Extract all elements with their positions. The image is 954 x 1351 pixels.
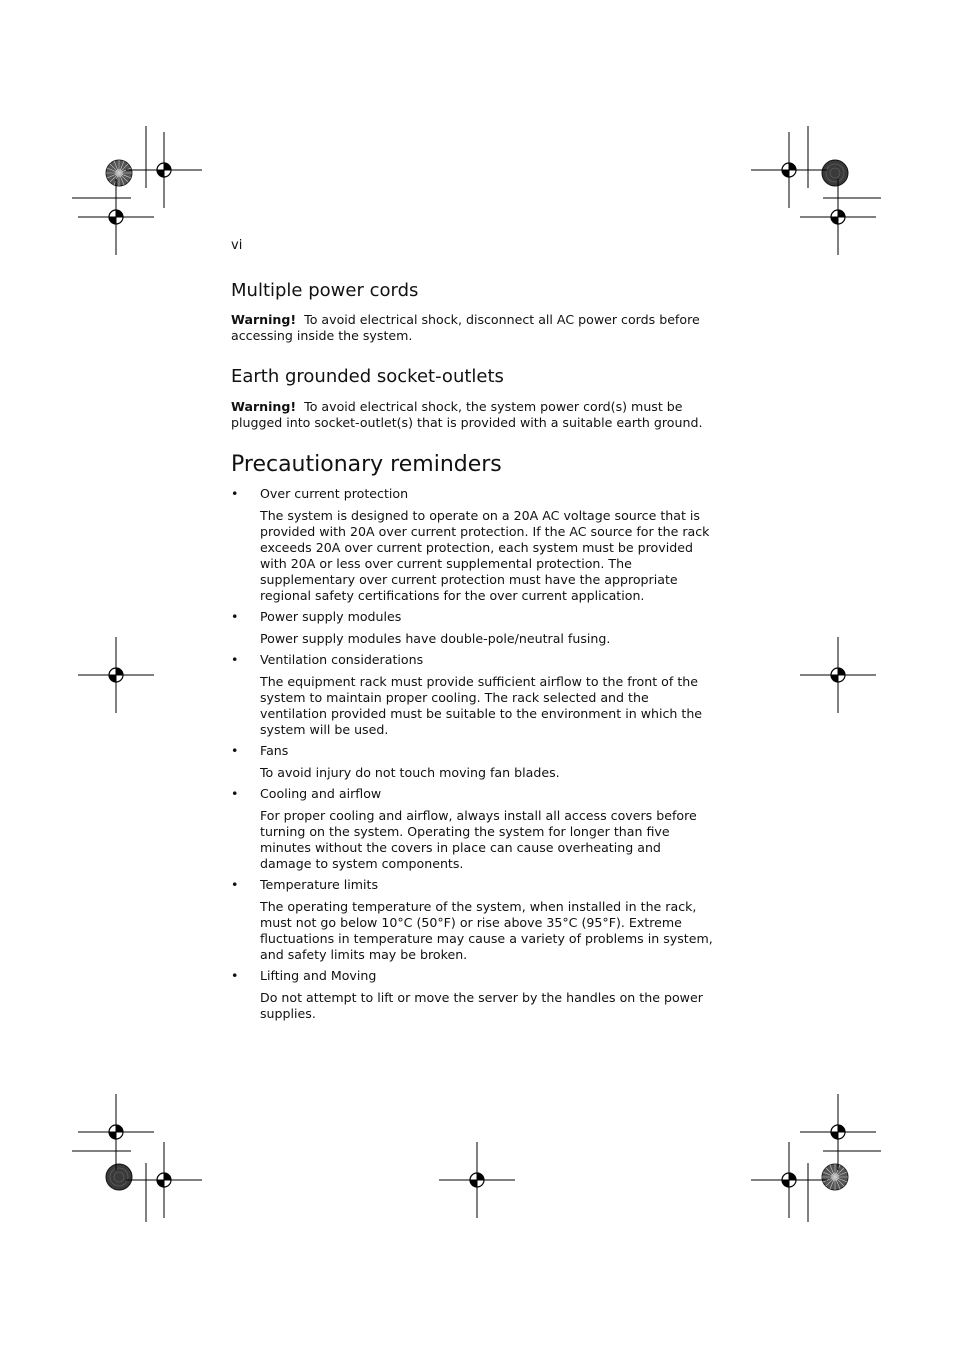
list-item — [231, 652, 713, 738]
warning-text: To avoid electrical shock, the system power cord(s) must be plugged into socket-outlet(s) that is provided with a suitable earth ground. — [231, 399, 703, 430]
bullet: • — [231, 486, 239, 501]
item-title: Power supply modules — [260, 609, 402, 624]
bullet: • — [231, 743, 239, 758]
warning-multiple-power-cords — [231, 312, 713, 344]
bullet: • — [231, 877, 239, 892]
item-title: Fans — [260, 743, 289, 758]
page-title-precautionary-reminders: Precautionary reminders — [231, 452, 502, 477]
item-title: Cooling and airflow — [260, 786, 382, 801]
bullet: • — [231, 609, 239, 624]
page-number: vi — [231, 238, 243, 253]
section-heading-earth-grounded: Earth grounded socket-outlets — [231, 366, 504, 387]
item-title: Over current protection — [260, 486, 409, 501]
warning-label: Warning! — [231, 312, 297, 327]
item-description: Do not attempt to lift or move the server by the handles on the power supplies. — [260, 990, 703, 1021]
list-item — [231, 968, 713, 1022]
list-item — [231, 609, 713, 647]
bullet: • — [231, 652, 239, 667]
item-title: Lifting and Moving — [260, 968, 377, 983]
item-description: Power supply modules have double-pole/neutral fusing. — [260, 631, 611, 646]
item-description: The equipment rack must provide sufficient airflow to the front of the system to maintain proper cooling. The rack selected and the ventilation provided must be suitable to the environment in which the system will be used. — [260, 674, 703, 737]
item-title: Temperature limits — [260, 877, 379, 892]
section-heading-multiple-power-cords: Multiple power cords — [231, 280, 419, 301]
list-item — [231, 743, 713, 781]
item-description: For proper cooling and airflow, always install all access covers before turning on the system. Operating the system for longer than five minutes without the covers in place can cause overheating and damage to system components. — [260, 808, 697, 871]
bullet: • — [231, 786, 239, 801]
list-item — [231, 786, 713, 872]
item-description: To avoid injury do not touch moving fan blades. — [260, 765, 560, 780]
item-description: The system is designed to operate on a 20A AC voltage source that is provided with 20A over current protection. If the AC source for the rack exceeds 20A over current protection, each system must be provided with 20A or less over current supplemental protection. The supplementary over current protection must have the appropriate regional safety certifications for the over current application. — [260, 508, 710, 603]
list-item — [231, 486, 713, 604]
list-item — [231, 877, 713, 963]
reminders-list — [231, 486, 713, 1027]
bullet: • — [231, 968, 239, 983]
item-description: The operating temperature of the system, when installed in the rack, must not go below 10°C (50°F) or rise above 35°C (95°F). Extreme fluctuations in temperature may cause a variety of problems in system, and safety limits may be broken. — [260, 899, 713, 962]
warning-text: To avoid electrical shock, disconnect all AC power cords before accessing inside the system. — [231, 312, 700, 343]
warning-label: Warning! — [231, 399, 297, 414]
item-title: Ventilation considerations — [260, 652, 424, 667]
warning-earth-grounded — [231, 399, 713, 431]
